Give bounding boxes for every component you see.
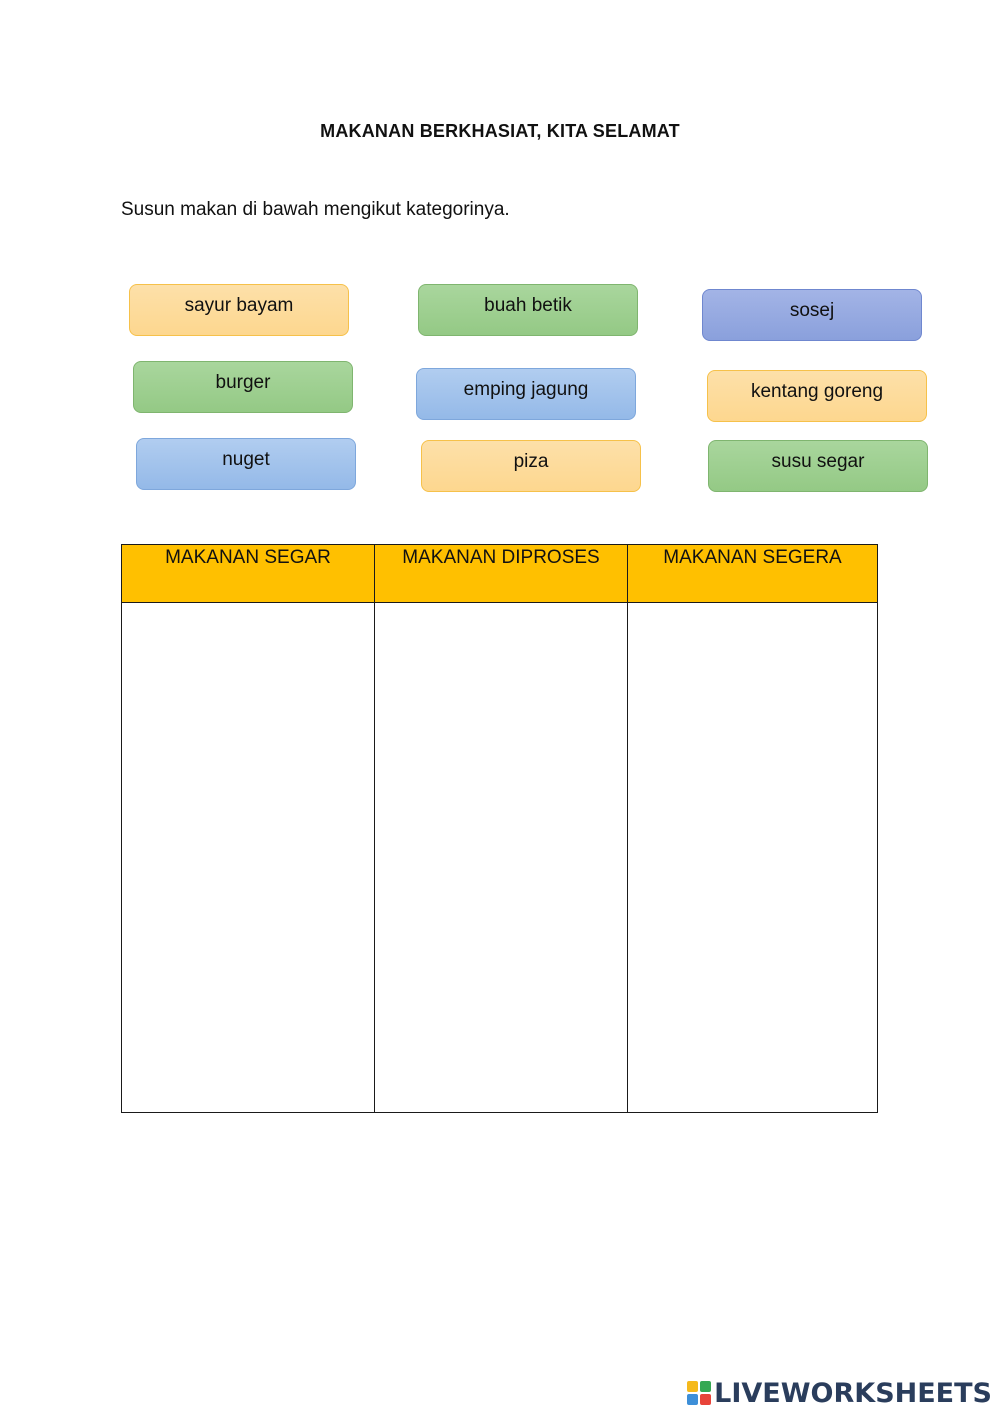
food-chip-emping-jagung[interactable]: emping jagung (416, 368, 636, 420)
drop-zone-diproses[interactable] (375, 603, 627, 1112)
logo-text: LIVEWORKSHEETS (714, 1377, 992, 1409)
food-chip-sosej[interactable]: sosej (702, 289, 922, 341)
food-chip-kentang-goreng[interactable]: kentang goreng (707, 370, 927, 422)
instruction-text: Susun makan di bawah mengikut kategorinya. (121, 199, 510, 220)
category-column-segar (122, 545, 374, 1112)
food-chip-burger[interactable]: burger (133, 361, 353, 413)
category-column-diproses (374, 545, 627, 1112)
food-chip-susu-segar[interactable]: susu segar (708, 440, 928, 492)
liveworksheets-logo (687, 1375, 992, 1411)
food-chip-nuget[interactable]: nuget (136, 438, 356, 490)
worksheet-title: MAKANAN BERKHASIAT, KITA SELAMAT (320, 121, 680, 141)
category-table (121, 544, 878, 1113)
category-header-segar: MAKANAN SEGAR (122, 545, 374, 603)
food-chip-piza[interactable]: piza (421, 440, 641, 492)
logo-mark-icon (687, 1381, 711, 1405)
food-chip-buah-betik[interactable]: buah betik (418, 284, 638, 336)
category-header-diproses: MAKANAN DIPROSES (375, 545, 627, 603)
drop-zone-segera[interactable] (628, 603, 877, 1112)
drop-zone-segar[interactable] (122, 603, 374, 1112)
food-chip-sayur-bayam[interactable]: sayur bayam (129, 284, 349, 336)
category-column-segera (627, 545, 877, 1112)
category-header-segera: MAKANAN SEGERA (628, 545, 877, 603)
